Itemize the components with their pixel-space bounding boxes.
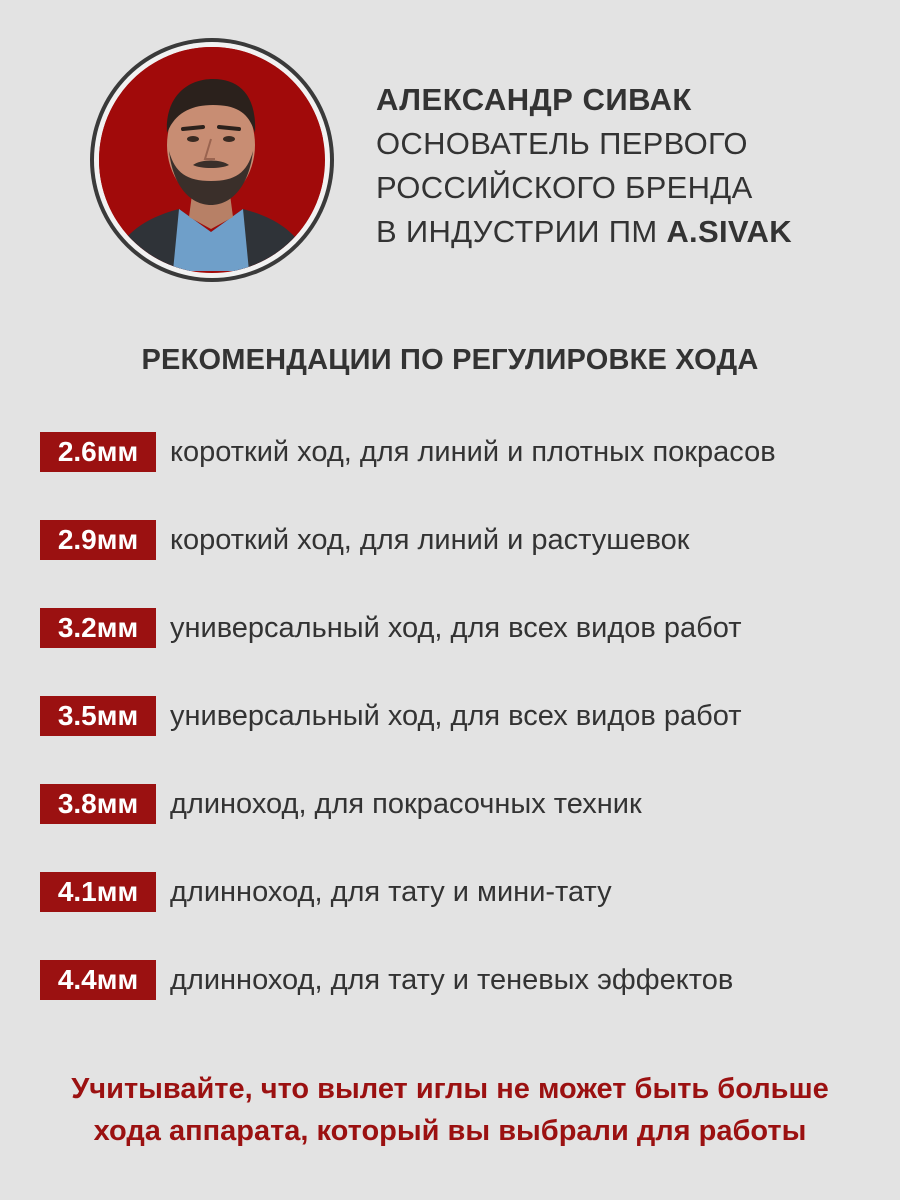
recommendation-item <box>40 694 880 738</box>
author-name: АЛЕКСАНДР СИВАК <box>376 82 692 117</box>
stroke-description: короткий ход, для линий и растушевок <box>170 523 690 556</box>
author-avatar <box>90 38 334 282</box>
brand-name: A.SIVAK <box>666 214 792 249</box>
recommendation-item <box>40 782 880 826</box>
author-title-line-3 <box>376 210 792 254</box>
recommendation-item <box>40 606 880 650</box>
recommendation-item <box>40 518 880 562</box>
recommendation-item <box>40 430 880 474</box>
author-title-line-3-prefix: В ИНДУСТРИИ ПМ <box>376 214 658 249</box>
stroke-description: длинноход, для тату и теневых эффектов <box>170 963 734 996</box>
stroke-badge: 4.4мм <box>40 960 156 1000</box>
author-title-line-1: ОСНОВАТЕЛЬ ПЕРВОГО <box>376 126 748 161</box>
stroke-description: длинноход, для тату и мини-тату <box>170 875 612 908</box>
warning-line-1: Учитывайте, что вылет иглы не может быть больше <box>71 1073 829 1105</box>
stroke-description: универсальный ход, для всех видов работ <box>170 611 742 644</box>
recommendation-list <box>40 430 880 1046</box>
avatar-photo <box>99 47 325 273</box>
stroke-description: короткий ход, для линий и плотных покрасов <box>170 435 776 468</box>
stroke-badge: 3.8мм <box>40 784 156 824</box>
portrait-illustration <box>99 47 323 271</box>
recommendation-item <box>40 958 880 1002</box>
recommendation-item <box>40 870 880 914</box>
stroke-badge: 2.9мм <box>40 520 156 560</box>
stroke-badge: 3.2мм <box>40 608 156 648</box>
warning-note <box>0 1068 900 1152</box>
stroke-description: универсальный ход, для всех видов работ <box>170 699 742 732</box>
stroke-badge: 3.5мм <box>40 696 156 736</box>
warning-line-2: хода аппарата, который вы выбрали для работы <box>93 1115 807 1147</box>
stroke-description: длиноход, для покрасочных техник <box>170 787 642 820</box>
author-title-line-2: РОССИЙСКОГО БРЕНДА <box>376 170 753 205</box>
stroke-badge: 2.6мм <box>40 432 156 472</box>
avatar-frame <box>94 42 330 278</box>
section-title: РЕКОМЕНДАЦИИ ПО РЕГУЛИРОВКЕ ХОДА <box>141 344 759 376</box>
author-block <box>376 78 792 254</box>
stroke-badge: 4.1мм <box>40 872 156 912</box>
